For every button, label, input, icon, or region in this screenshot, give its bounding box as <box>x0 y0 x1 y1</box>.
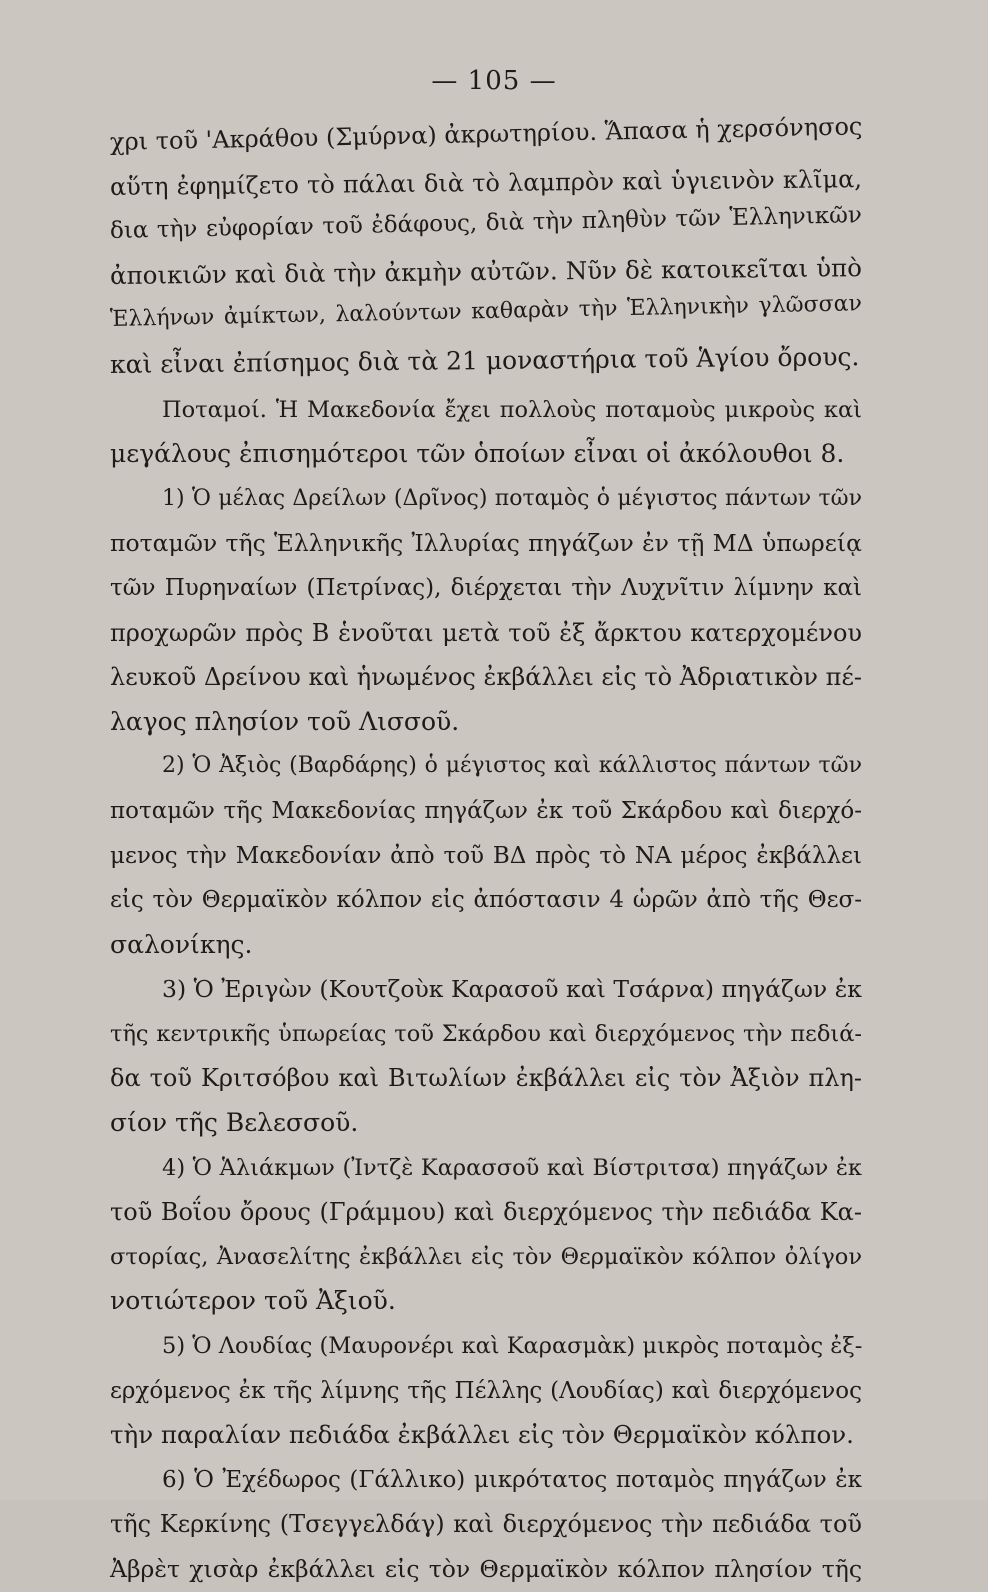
text-line: σίον τῆς Βελεσσοῦ. <box>110 1108 359 1138</box>
text-line: τῆς κεντρικῆς ὑπωρείας τοῦ Σκάρδου καὶ διερχόμενος τὴν πεδιά- <box>110 1020 862 1047</box>
text-line: 5) Ὁ Λουδίας (Μαυρονέρι καὶ Καρασμὰκ) μικρὸς ποταμὸς ἐξ- <box>162 1333 863 1360</box>
text-line: χρι τοῦ 'Ακράθου (Σμύρνα) ἀκρωτηρίου. Ἅπασα ἡ χερσόνησος <box>109 112 863 156</box>
text-line: προχωρῶν πρὸς Β ἑνοῦται μετὰ τοῦ ἐξ ἄρκτου κατερχομένου <box>110 618 862 647</box>
text-line: δα τοῦ Κριτσόβου καὶ Βιτωλίων ἐκβάλλει εἰς τὸν Ἀξιὸν πλη- <box>110 1064 862 1093</box>
text-line: εἰς τὸν Θερμαϊκὸν κόλπον εἰς ἀπόστασιν 4 ὡρῶν ἀπὸ τῆς Θεσ- <box>110 887 862 914</box>
text-line: σαλονίκης. <box>110 929 253 959</box>
text-line: μενος τὴν Μακεδονίαν ἀπὸ τοῦ ΒΔ πρὸς τὸ ΝΑ μέρος ἐκβάλλει <box>110 842 862 869</box>
text-line: μεγάλους ἐπισημότεροι τῶν ὁποίων εἶναι οἱ ἀκόλουθοι 8. <box>110 439 845 469</box>
text-line: λαγος πλησίον τοῦ Λισσοῦ. <box>110 706 460 736</box>
text-line: λευκοῦ Δρείνου καὶ ἡνωμένος ἐκβάλλει εἰς τὸ Ἀδριατικὸν πέ- <box>110 663 862 692</box>
text-line: 4) Ὁ Ἁλιάκμων (Ἰντζὲ Καρασσοῦ καὶ Βίστριτσα) πηγάζων ἐκ <box>162 1154 862 1181</box>
text-line: Ἑλλήνων ἀμίκτων, λαλούντων καθαρὰν τὴν Ἑλληνικὴν γλῶσσαν <box>109 291 863 333</box>
text-line: ερχόμενος ἐκ τῆς λίμνης τῆς Πέλλης (Λουδίας) καὶ διερχόμενος <box>110 1377 862 1404</box>
text-line: νοτιώτερον τοῦ Ἀξιοῦ. <box>110 1286 396 1316</box>
page-number: — 105 — <box>431 66 557 96</box>
text-line: αὕτη ἐφημίζετο τὸ πάλαι διὰ τὸ λαμπρὸν καὶ ὑγιεινὸν κλῖμα, <box>109 164 863 201</box>
text-line: τὴν παραλίαν πεδιάδα ἐκβάλλει εἰς τὸν Θερμαϊκὸν κόλπον. <box>110 1420 854 1450</box>
text-line: 6) Ὁ Ἐχέδωρος (Γάλλικο) μικρότατος ποταμὸς πηγάζων ἐκ <box>162 1466 862 1493</box>
text-line: ποταμῶν τῆς Ἑλληνικῆς Ἰλλυρίας πηγάζων ἐν τῇ ΜΔ ὑπωρείᾳ <box>110 529 862 558</box>
text-line: Ποταμοί. Ἡ Μακεδονία ἔχει πολλοὺς ποταμοὺς μικροὺς καὶ <box>162 396 862 423</box>
text-line: 2) Ὁ Ἀξιὸς (Βαρδάρης) ὁ μέγιστος καὶ κάλλιστος πάντων τῶν <box>162 753 862 779</box>
text-line: ποταμῶν τῆς Μακεδονίας πηγάζων ἐκ τοῦ Σκάρδου καὶ διερχό- <box>110 797 862 824</box>
text-line: 3) Ὁ Ἐριγὼν (Κουτζοὺκ Καρασοῦ καὶ Τσάρνα) πηγάζων ἐκ <box>162 975 862 1004</box>
text-line: στορίας, Ἀνασελίτης ἐκβάλλει εἰς τὸν Θερμαϊκὸν κόλπον ὀλίγον <box>110 1243 862 1270</box>
text-line: δια τὴν εὐφορίαν τοῦ ἐδάφους, διὰ τὴν πληθὺν τῶν Ἑλληνικῶν <box>109 202 863 245</box>
text-line: τῶν Πυρηναίων (Πετρίνας), διέρχεται τὴν Λυχνῖτιν λίμνην καὶ <box>110 574 862 601</box>
text-line: καὶ εἶναι ἐπίσημος διὰ τὰ 21 μοναστήρια τοῦ Ἁγίου ὄρους. <box>109 342 860 379</box>
body-text <box>109 112 863 1592</box>
text-line: Ἀβρὲτ χισὰρ ἐκβάλλει εἰς τὸν Θερμαϊκὸν κόλπον πλησίον τῆς <box>110 1555 862 1583</box>
text-line: τῆς Κερκίνης (Τσεγγελδάγ) καὶ διερχόμενος τὴν πεδιάδα τοῦ <box>110 1510 862 1539</box>
text-line: ἀποικιῶν καὶ διὰ τὴν ἀκμὴν αὐτῶν. Νῦν δὲ κατοικεῖται ὑπὸ <box>109 252 863 290</box>
text-line: τοῦ Βοΐου ὄρους (Γράμμου) καὶ διερχόμενος τὴν πεδιάδα Κα- <box>110 1198 862 1227</box>
text-line: 1) Ὁ μέλας Δρείλων (Δρῖνος) ποταμὸς ὁ μέγιστος πάντων τῶν <box>162 485 862 511</box>
